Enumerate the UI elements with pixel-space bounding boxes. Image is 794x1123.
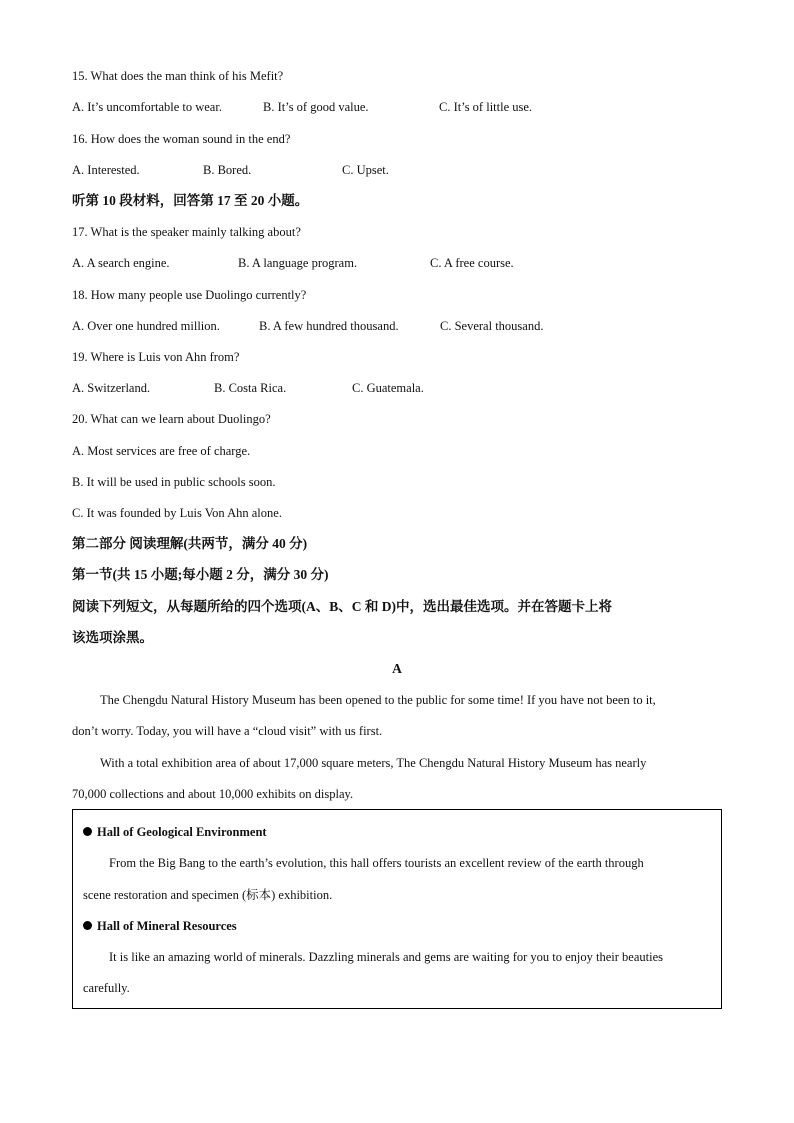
q20-option-a: A. Most services are free of charge. <box>72 444 251 458</box>
bullet-icon <box>83 827 92 836</box>
hall-2-heading <box>83 918 237 934</box>
para1-line2: don’t worry. Today, you will have a “cloud visit” with us first. <box>72 724 383 738</box>
q16-stem: 16. How does the woman sound in the end? <box>72 132 291 146</box>
bullet-icon <box>83 921 92 930</box>
q15-option-c: C. It’s of little use. <box>439 100 533 114</box>
q17-option-b: B. A language program. <box>238 256 358 270</box>
q16-option-c: C. Upset. <box>342 163 389 177</box>
q18-option-a: A. Over one hundred million. <box>72 319 220 333</box>
q16-option-b: B. Bored. <box>203 163 252 177</box>
hall-2-line2: carefully. <box>83 981 130 995</box>
para2-line1: With a total exhibition area of about 17,000 square meters, The Chengdu Natural History Museum has nearly <box>100 756 647 770</box>
q15-stem: 15. What does the man think of his Mefit? <box>72 69 284 83</box>
q19-option-a: A. Switzerland. <box>72 381 151 395</box>
instruction-line-1: 阅读下列短文，从每题所给的四个选项(A、B、C 和 D)中，选出最佳选项。并在答题卡上将 <box>72 599 612 614</box>
q15-option-b: B. It’s of good value. <box>263 100 369 114</box>
instruction-line-2: 该选项涂黑。 <box>72 630 153 645</box>
q16-option-a: A. Interested. <box>72 163 140 177</box>
hall-2-line1: It is like an amazing world of minerals. Dazzling minerals and gems are waiting for you to enjoy their beauties <box>109 950 663 964</box>
hall-1-line1: From the Big Bang to the earth’s evolution, this hall offers tourists an excellent review of the earth through <box>109 856 644 870</box>
hall-1-line2: scene restoration and specimen (标本) exhibition. <box>83 888 333 902</box>
q17-option-a: A. A search engine. <box>72 256 170 270</box>
hall-1-title: Hall of Geological Environment <box>97 825 267 839</box>
q19-option-c: C. Guatemala. <box>352 381 424 395</box>
q17-option-c: C. A free course. <box>430 256 514 270</box>
museum-halls-box <box>72 809 722 1009</box>
passage-label: A <box>392 661 402 676</box>
q18-option-c: C. Several thousand. <box>440 319 544 333</box>
q17-stem: 17. What is the speaker mainly talking about? <box>72 225 301 239</box>
hall-2-title: Hall of Mineral Resources <box>97 919 237 933</box>
q20-stem: 20. What can we learn about Duolingo? <box>72 412 271 426</box>
q18-stem: 18. How many people use Duolingo currently? <box>72 288 307 302</box>
q20-option-b: B. It will be used in public schools soon. <box>72 475 276 489</box>
para1-line1: The Chengdu Natural History Museum has been opened to the public for some time! If you have not been to it, <box>100 693 656 707</box>
para2-line2: 70,000 collections and about 10,000 exhibits on display. <box>72 787 354 801</box>
section-1-heading: 第一节(共 15 小题;每小题 2 分，满分 30 分) <box>72 567 329 582</box>
q19-stem: 19. Where is Luis von Ahn from? <box>72 350 240 364</box>
hall-1-heading <box>83 824 267 840</box>
q15-option-a: A. It’s uncomfortable to wear. <box>72 100 222 114</box>
section-10-heading: 听第 10 段材料，回答第 17 至 20 小题。 <box>72 193 309 208</box>
q20-option-c: C. It was founded by Luis Von Ahn alone. <box>72 506 282 520</box>
q18-option-b: B. A few hundred thousand. <box>259 319 399 333</box>
q19-option-b: B. Costa Rica. <box>214 381 287 395</box>
part-2-heading: 第二部分 阅读理解(共两节，满分 40 分) <box>72 536 308 551</box>
